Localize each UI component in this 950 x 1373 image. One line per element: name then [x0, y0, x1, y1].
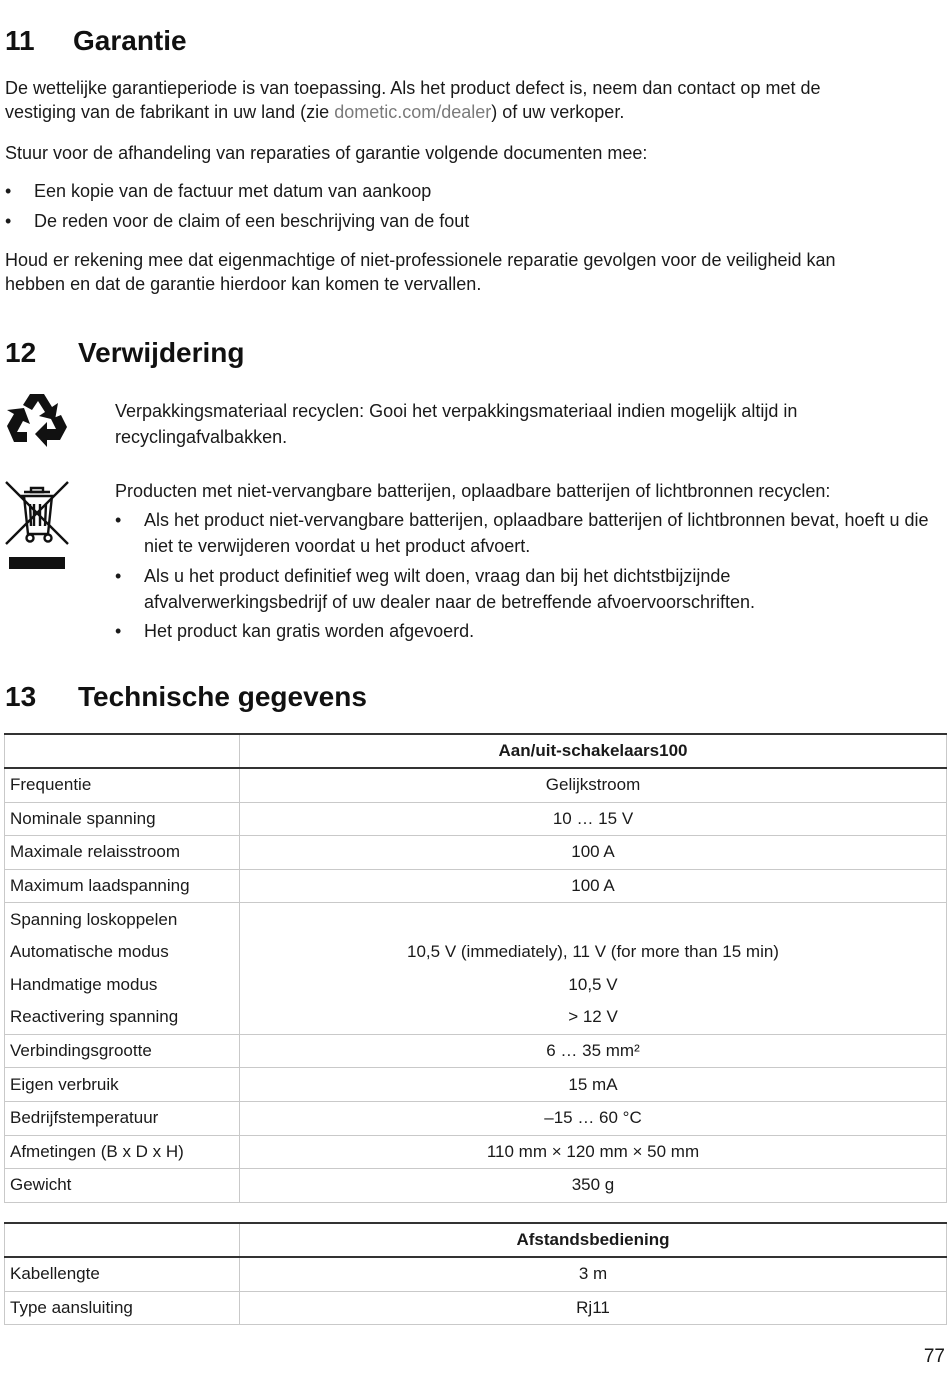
row-value: –15 … 60 °C	[240, 1101, 947, 1135]
row-label: Automatische modus	[5, 936, 240, 969]
row-value: 10 … 15 V	[240, 802, 947, 836]
row-label: Reactivering spanning	[5, 1001, 240, 1034]
table-header-empty	[5, 734, 240, 768]
documents-intro: Stuur voor de afhandeling van reparaties of garantie volgende documenten mee:	[5, 143, 648, 163]
table-row	[5, 836, 947, 870]
section-number: 11	[5, 25, 35, 56]
list-item-text: Een kopie van de factuur met datum van aankoop	[34, 181, 432, 201]
bullet-icon: •	[115, 621, 122, 641]
row-value: 100 A	[240, 836, 947, 870]
row-label: Frequentie	[5, 768, 240, 802]
bullet-icon: •	[5, 181, 12, 201]
list-item-text: Als u het product definitief weg wilt doen, vraag dan bij het dichtstbijzijnde afvalverwerkingsbedrijf of uw dealer naar de betreffende afvoervoorschriften.	[144, 566, 756, 612]
warranty-text-end: ) of uw verkoper.	[491, 102, 625, 122]
row-label: Type aansluiting	[5, 1291, 240, 1325]
row-value: 350 g	[240, 1169, 947, 1203]
list-item-text: De reden voor de claim of een beschrijving van de fout	[34, 211, 470, 231]
table-row	[5, 969, 947, 1002]
row-value: Gelijkstroom	[240, 768, 947, 802]
section-number: 12	[5, 337, 37, 368]
spec-table-switch	[4, 733, 947, 1203]
recycle-text: Verpakkingsmateriaal recyclen: Gooi het verpakkingsmateriaal indien mogelijk altijd in recyclingafvalbakken.	[115, 401, 798, 447]
table-row	[5, 1001, 947, 1034]
row-label: Maximale relaisstroom	[5, 836, 240, 870]
crossed-bin-icon	[4, 478, 70, 572]
row-value: 10,5 V	[240, 969, 947, 1002]
row-value: 15 mA	[240, 1068, 947, 1102]
spec-table-remote	[4, 1222, 947, 1325]
table-row	[5, 1135, 947, 1169]
row-value: 3 m	[240, 1257, 947, 1291]
row-label: Bedrijfstemperatuur	[5, 1101, 240, 1135]
row-value: Rj11	[240, 1291, 947, 1325]
row-value: 100 A	[240, 869, 947, 903]
section-number: 13	[5, 681, 37, 712]
heading-tech	[5, 683, 367, 711]
list-item-text: Het product kan gratis worden afgevoerd.	[144, 621, 475, 641]
row-label: Nominale spanning	[5, 802, 240, 836]
row-value: 10,5 V (immediately), 11 V (for more than 15 min)	[240, 936, 947, 969]
recycle-icon	[5, 388, 69, 452]
row-label: Verbindingsgrootte	[5, 1034, 240, 1068]
table-row	[5, 768, 947, 802]
list-item	[115, 618, 940, 644]
heading-warranty	[5, 27, 187, 55]
page-number: 77	[923, 1346, 945, 1367]
warranty-paragraph	[5, 76, 885, 124]
list-item-text: Als het product niet-vervangbare batterijen, oplaadbare batterijen of lichtbronnen bevat, hoeft u die niet te verwijderen voordat u het product afvoert.	[144, 510, 929, 556]
table-header: Afstandsbediening	[240, 1223, 947, 1257]
row-value: 6 … 35 mm²	[240, 1034, 947, 1068]
table-row	[5, 869, 947, 903]
section-title: Garantie	[73, 25, 187, 56]
weee-intro: Producten met niet-vervangbare batterijen, oplaadbare batterijen of lichtbronnen recyclen:	[115, 481, 831, 501]
table-row	[5, 1101, 947, 1135]
row-value: > 12 V	[240, 1001, 947, 1034]
row-label: Eigen verbruik	[5, 1068, 240, 1102]
section-title: Verwijdering	[78, 337, 245, 368]
table-row	[5, 1034, 947, 1068]
table-row	[5, 1257, 947, 1291]
bullet-icon: •	[115, 510, 122, 530]
table-row	[5, 936, 947, 969]
list-item	[5, 178, 905, 204]
row-label: Kabellengte	[5, 1257, 240, 1291]
row-label: Afmetingen (B x D x H)	[5, 1135, 240, 1169]
table-row	[5, 1169, 947, 1203]
table-row	[5, 802, 947, 836]
bullet-icon: •	[115, 566, 122, 586]
section-title: Technische gegevens	[78, 681, 367, 712]
heading-disposal	[5, 339, 245, 367]
table-header-row	[5, 1223, 947, 1257]
warranty-text: De wettelijke garantieperiode is van toepassing. Als het product defect is, neem dan contact op met de vestiging van de fabrikant in uw land (zie	[5, 78, 821, 122]
list-item	[115, 507, 940, 559]
table-header-empty	[5, 1223, 240, 1257]
list-item	[5, 208, 905, 234]
table-row	[5, 903, 947, 936]
table-header-row	[5, 734, 947, 768]
list-item	[115, 563, 940, 615]
table-row	[5, 1068, 947, 1102]
warranty-note: Houd er rekening mee dat eigenmachtige of niet-professionele reparatie gevolgen voor de veiligheid kan hebben en dat de garantie hierdoor kan komen te vervallen.	[5, 250, 836, 294]
row-label: Maximum laadspanning	[5, 869, 240, 903]
table-header: Aan/uit-schakelaars100	[240, 734, 947, 768]
row-label: Gewicht	[5, 1169, 240, 1203]
row-label: Handmatige modus	[5, 969, 240, 1002]
bullet-icon: •	[5, 211, 12, 231]
row-label: Spanning loskoppelen	[5, 903, 240, 936]
table-row	[5, 1291, 947, 1325]
dealer-link[interactable]: dometic.com/dealer	[334, 102, 492, 122]
row-value	[240, 903, 947, 936]
row-value: 110 mm × 120 mm × 50 mm	[240, 1135, 947, 1169]
